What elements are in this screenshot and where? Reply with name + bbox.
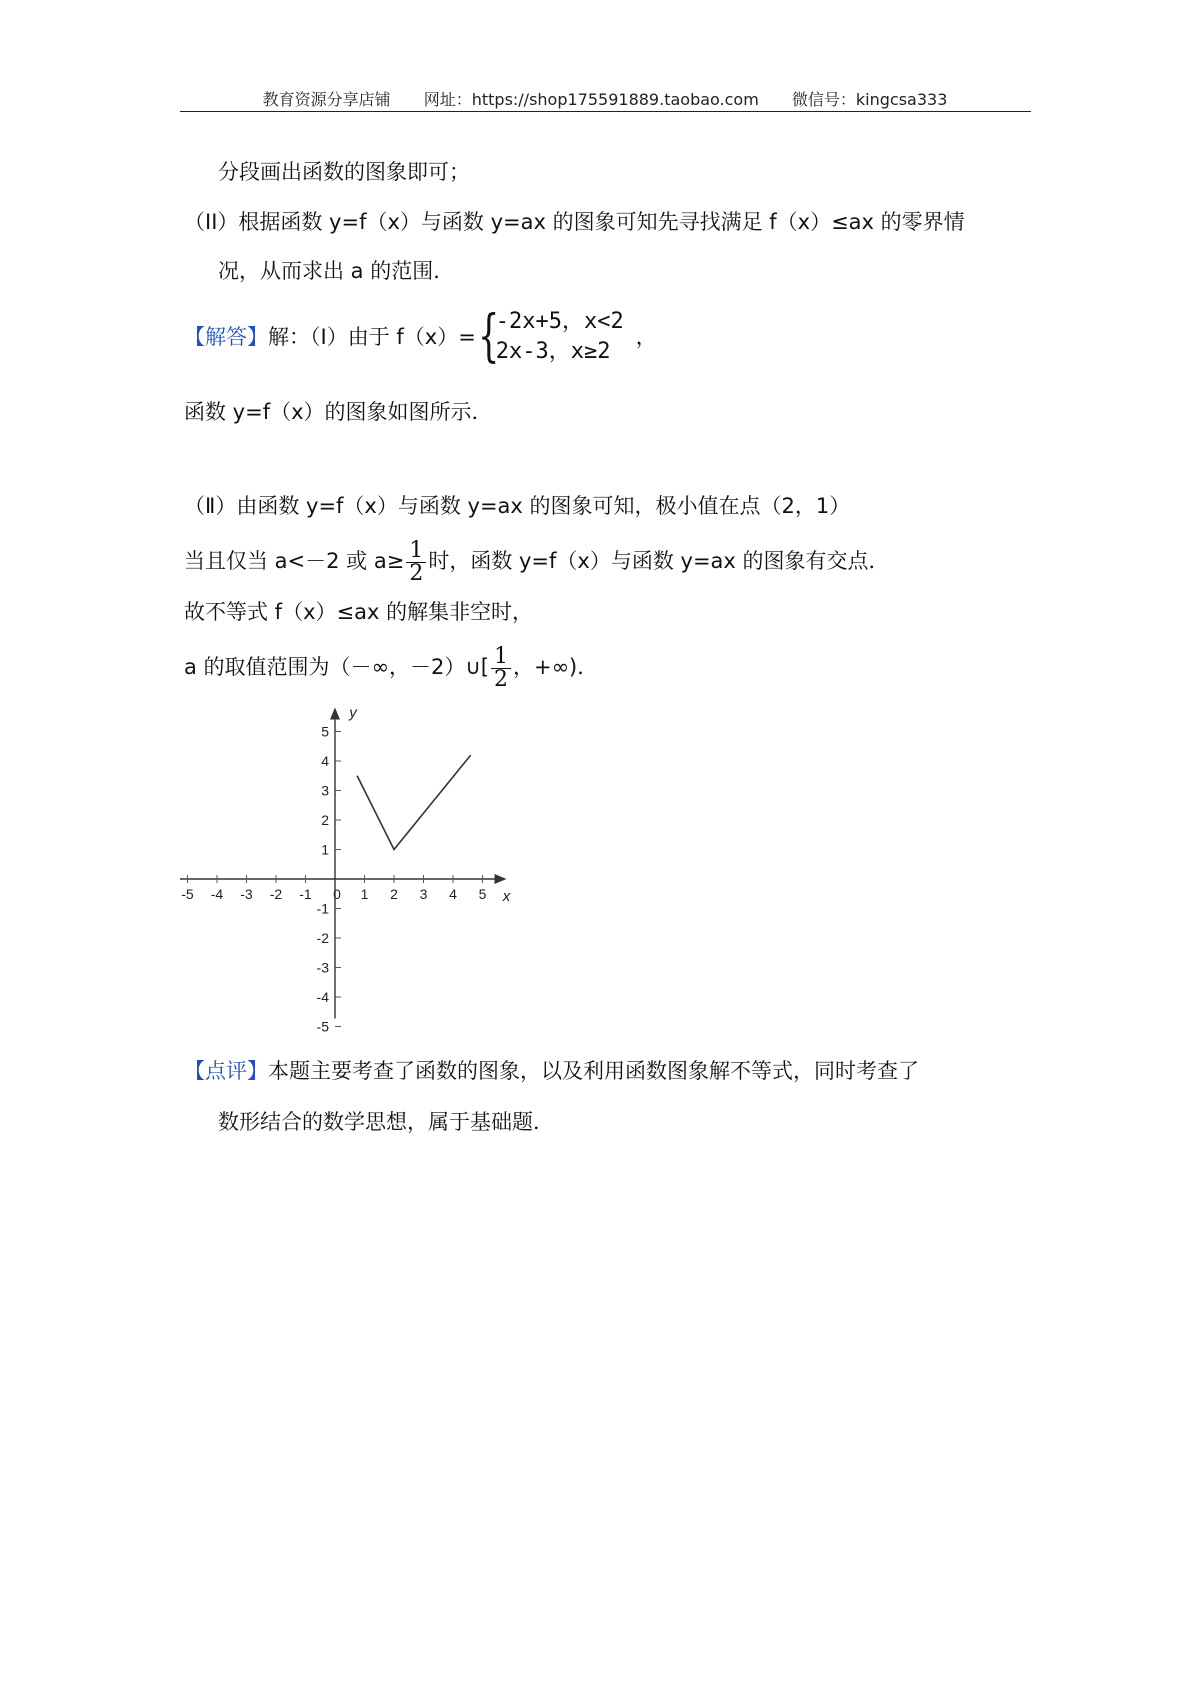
fraction-one-half — [406, 537, 426, 586]
analysis-line-2: （II）根据函数 y=f（x）与函数 y=ax 的图象可知先寻找满足 f（x）≤ax 的零界情 — [184, 210, 965, 234]
y-tick-label: -5 — [316, 1018, 329, 1035]
x-axis-arrow — [495, 874, 507, 884]
analysis-line-1: 分段画出函数的图象即可； — [218, 160, 470, 184]
part2-line-2b: 时，函数 y=f（x）与函数 y=ax 的图象有交点． — [428, 549, 890, 573]
y-tick-label: 1 — [321, 841, 329, 858]
y-axis-arrow — [330, 708, 340, 720]
analysis-line-3: 况，从而求出 a 的范围． — [218, 259, 455, 283]
fraction-numerator: 1 — [406, 540, 426, 563]
solution-line-1 — [184, 306, 657, 368]
x-axis-label: x — [502, 888, 511, 905]
x-tick-label: 4 — [449, 886, 457, 902]
fraction-numerator-2: 1 — [491, 646, 511, 669]
header-rule — [180, 111, 1031, 112]
y-tick-label: 4 — [321, 753, 329, 769]
x-tick-label: 3 — [419, 886, 428, 902]
shop-name: 教育资源分享店铺 — [262, 90, 391, 109]
piecewise-trail: ， — [635, 325, 657, 349]
x-tick-label: -2 — [269, 886, 283, 902]
fraction-denominator-2: 2 — [493, 666, 508, 692]
piecewise-function — [477, 304, 636, 369]
x-tick-label: -5 — [181, 886, 194, 902]
comment-line-1 — [184, 1057, 919, 1085]
x-tick-label: -4 — [210, 886, 224, 902]
origin-label: 0 — [333, 886, 341, 902]
part2-line-2a: 当且仅当 a<－2 或 a≥ — [184, 549, 405, 573]
graph-note: 函数 y=f（x）的图象如图所示． — [184, 400, 493, 424]
y-tick-label: 2 — [321, 812, 329, 828]
y-tick-label: -2 — [316, 930, 329, 946]
x-tick-label: 1 — [360, 886, 369, 902]
comment-line-2: 数形结合的数学思想，属于基础题． — [218, 1110, 554, 1134]
comment-tag: 【点评】 — [184, 1059, 268, 1083]
y-tick-label: 3 — [321, 782, 329, 799]
piecewise-case-1: -2x+5，x<2 — [495, 309, 624, 334]
part2-line-3: 故不等式 f（x）≤ax 的解集非空时， — [184, 600, 534, 624]
y-tick-label: -3 — [316, 959, 329, 976]
function-graph — [180, 704, 520, 1044]
solution-intro: 解：（Ⅰ）由于 f（x）= — [268, 325, 476, 349]
part2-line-2 — [184, 538, 890, 585]
fraction-one-half-2 — [491, 643, 511, 692]
part2-line-4a: a 的取值范围为（－∞，－2）∪[ — [184, 655, 489, 679]
wechat-id: 微信号：kingcsa333 — [791, 90, 948, 109]
x-tick-label: 2 — [390, 886, 398, 902]
brace-symbol: { — [477, 304, 500, 369]
y-axis-label: y — [349, 704, 357, 722]
solution-tag: 【解答】 — [184, 325, 268, 349]
y-tick-label: -4 — [316, 989, 329, 1005]
x-tick-label: 5 — [478, 886, 487, 902]
x-tick-label: -3 — [240, 886, 253, 902]
y-tick-label: 5 — [321, 723, 329, 740]
page-header — [180, 87, 1030, 110]
fraction-denominator: 2 — [409, 560, 424, 586]
part2-line-4b: ，+∞)． — [512, 655, 599, 679]
comment-text-1: 本题主要考查了函数的图象，以及利用函数图象解不等式，同时考查了 — [268, 1059, 919, 1083]
piecewise-case-2: 2x-3，x≥2 — [495, 339, 611, 364]
shop-url: 网址：https://shop175591889.taobao.com — [423, 90, 759, 109]
part2-line-4 — [184, 644, 598, 691]
x-tick-label: -1 — [299, 886, 312, 902]
function-curve — [357, 755, 471, 849]
part2-line-1: （Ⅱ）由函数 y=f（x）与函数 y=ax 的图象可知，极小值在点（2，1） — [184, 494, 851, 518]
y-tick-label: -1 — [316, 900, 329, 917]
